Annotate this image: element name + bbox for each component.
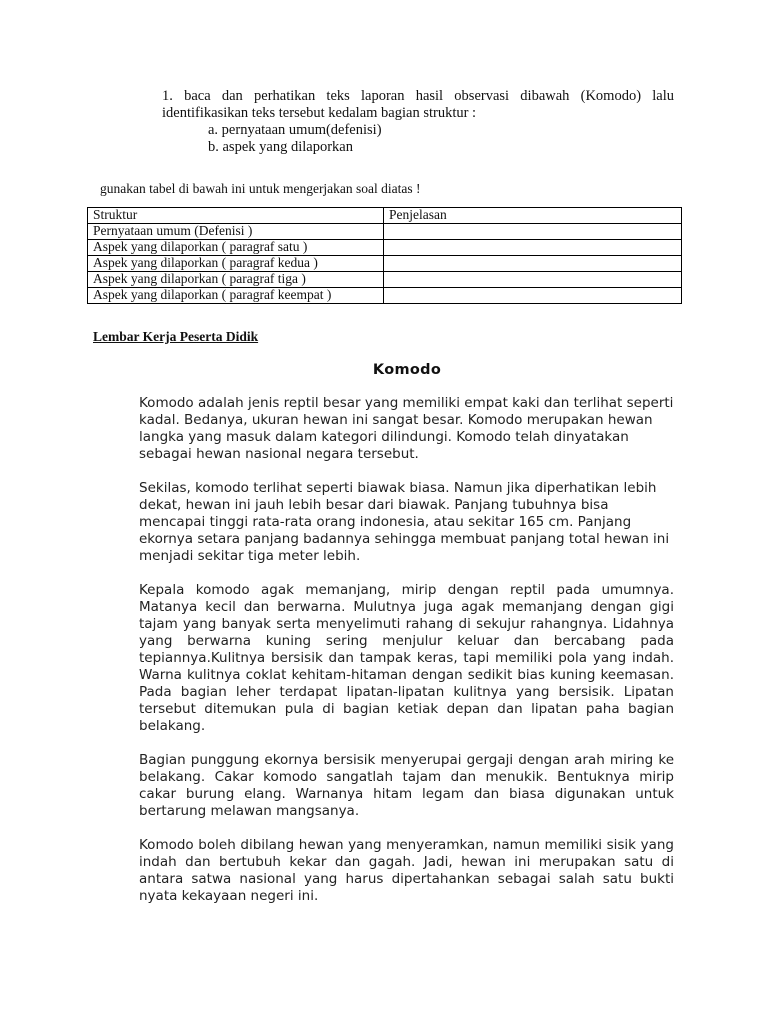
cell-struktur: Pernyataan umum (Defenisi )	[88, 224, 384, 240]
table-row	[88, 240, 682, 256]
table-note: gunakan tabel di bawah ini untuk mengerjakan soal diatas !	[100, 181, 421, 196]
cell-penjelasan	[384, 240, 682, 256]
cell-struktur: Aspek yang dilaporkan ( paragraf keempat )	[88, 288, 384, 304]
cell-struktur: Aspek yang dilaporkan ( paragraf satu )	[88, 240, 384, 256]
paragraph-1: Komodo adalah jenis reptil besar yang memiliki empat kaki dan terlihat seperti kadal. Bedanya, ukuran hewan ini sangat besar. Komodo merupakan hewan langka yang masuk dalam kategori dilindungi. Komodo telah dinyatakan sebagai hewan nasional negara tersebut.	[139, 395, 674, 462]
task-instruction: 1. baca dan perhatikan teks laporan hasil observasi dibawah (Komodo) lalu identifikasikan teks tersebut kedalam bagian struktur :	[162, 88, 674, 121]
structure-table	[87, 207, 682, 304]
paragraph-3: Kepala komodo agak memanjang, mirip dengan reptil pada umumnya. Matanya kecil dan berwarna. Mulutnya juga agak memanjang dengan gigi tajam yang banyak serta menyelimuti rahang di sekujur rahangnya. Lidahnya yang berwarna kuning sering menjulur keluar dan bercabang pada tepiannya.Kulitnya bersisik dan tampak keras, tapi memiliki pola yang indah. Warna kulitnya coklat kehitam-hitaman dengan sedikit bias kuning keemasan. Pada bagian leher terdapat lipatan-lipatan kulitnya yang bersisik. Lipatan tersebut ditemukan pula di bagian ketiak depan dan lipatan paha bagian belakang.	[139, 582, 674, 734]
text-title: Komodo	[372, 362, 442, 378]
worksheet-heading: Lembar Kerja Peserta Didik	[93, 329, 259, 344]
cell-struktur: Aspek yang dilaporkan ( paragraf tiga )	[88, 272, 384, 288]
option-a: a. pernyataan umum(defenisi)	[208, 122, 382, 138]
cell-penjelasan	[384, 272, 682, 288]
header-struktur: Struktur	[88, 208, 384, 224]
article-body	[139, 395, 674, 922]
table-row	[88, 256, 682, 272]
header-penjelasan: Penjelasan	[384, 208, 682, 224]
paragraph-4: Bagian punggung ekornya bersisik menyerupai gergaji dengan arah miring ke belakang. Cakar komodo sangatlah tajam dan menukik. Bentuknya mirip cakar burung elang. Warnanya hitam legam dan biasa digunakan untuk bertarung melawan mangsanya.	[139, 752, 674, 819]
cell-penjelasan	[384, 256, 682, 272]
option-b: b. aspek yang dilaporkan	[208, 139, 353, 155]
table-row	[88, 288, 682, 304]
table-row	[88, 224, 682, 240]
cell-penjelasan	[384, 224, 682, 240]
table-header-row	[88, 208, 682, 224]
table-row	[88, 272, 682, 288]
cell-struktur: Aspek yang dilaporkan ( paragraf kedua )	[88, 256, 384, 272]
task-options	[208, 122, 382, 156]
paragraph-5: Komodo boleh dibilang hewan yang menyeramkan, namun memiliki sisik yang indah dan bertubuh kekar dan gagah. Jadi, hewan ini merupakan satu di antara satwa nasional yang harus dipertahankan sebagai salah satu bukti nyata kekayaan negeri ini.	[139, 837, 674, 904]
cell-penjelasan	[384, 288, 682, 304]
paragraph-2: Sekilas, komodo terlihat seperti biawak biasa. Namun jika diperhatikan lebih dekat, hewan ini jauh lebih besar dari biawak. Panjang tubuhnya bisa mencapai tinggi rata-rata orang indonesia, atau sekitar 165 cm. Panjang ekornya setara panjang badannya sehingga membuat panjang total hewan ini menjadi sekitar tiga meter lebih.	[139, 480, 670, 564]
